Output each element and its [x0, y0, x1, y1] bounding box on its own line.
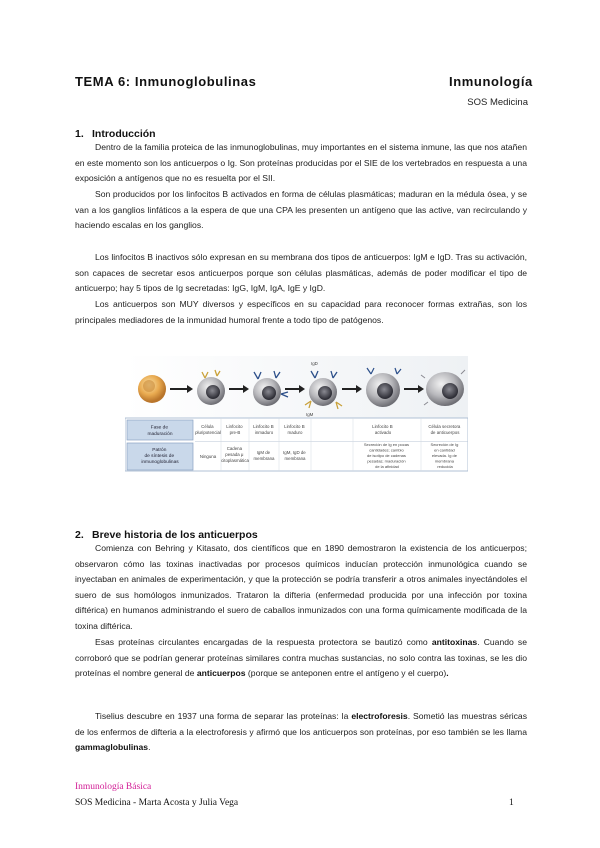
- section-2-paragraph-3: [75, 709, 527, 756]
- pattern-2-line-3: citoplasmática: [221, 458, 249, 463]
- term-antitoxinas: antitoxinas: [431, 637, 478, 647]
- pattern-4-line-1: IgM, IgD de: [283, 450, 306, 455]
- pattern-6-line-5: reducida: [437, 464, 453, 469]
- igd-label: IgD: [311, 361, 318, 366]
- stage-6-line-1: Célula secretora: [428, 424, 461, 429]
- pattern-6-line-1: Secreción de Ig: [430, 442, 459, 447]
- section-1-paragraph-4: Los anticuerpos son MUY diversos y específicos en su capacidad para reconocer formas extrañas, son los principales mediadores de la inmunidad humoral frente a todo tipo de patógenos.: [75, 299, 527, 325]
- pattern-5-line-3: de isotipo de cadenas: [366, 453, 406, 458]
- pattern-6-line-4: membrana: [434, 458, 454, 464]
- p2-text-e: (porque se anteponen entre el antígeno y el cuerpo): [245, 668, 447, 679]
- p2-text-c: . Cuando se corroboró que se podrían generar proteínas similares contra muchas sustancias, no solo contra las toxinas, se les dio proteínas el nombre general de: [75, 637, 528, 679]
- p2-period: .: [446, 668, 449, 679]
- pattern-6-line-2: en cantidad: [434, 447, 455, 453]
- svg-text:Célula secretora de an: [428, 424, 461, 435]
- pattern-3-line-2: membrana: [253, 456, 275, 461]
- stage-6-line-2: de anticuerpos: [430, 430, 460, 435]
- row2-header-line-2: de síntesis de: [144, 454, 175, 459]
- pattern-5-line-2: cantidades; cambio: [369, 447, 404, 453]
- section-2-paragraph-1: Comienza con Behring y Kitasato, dos científicos que en 1890 demostraron la existencia de los anticuerpos; observaron cómo las toxinas inactivadas por procesos químicos inducían protección inmunológica cuando se inyectaban en animales de experimentación, y que la protección se podría transferir a otros animales inyectándoles el suero de sus homólogos inmunizados. Trataron la difteria (enfermedad producida por una infección por toxina diftérica) en humanos administrando el suero de caballos inmunizados con una forma químicamente modificada de la toxina diftérica.: [75, 543, 527, 631]
- section-1-heading: [75, 128, 156, 140]
- term-anticuerpos: anticuerpos: [196, 668, 246, 679]
- row1-header-line-1: Fase de: [150, 425, 168, 431]
- p2-text-a: Esas proteínas circulantes encargadas de la respuesta protectora se bautizó como: [95, 637, 432, 647]
- stage-1-line-2: pluripotencial: [195, 430, 221, 435]
- svg-text:Linfocito B activado: [372, 424, 394, 435]
- stage-5-line-1: Linfocito B: [372, 424, 393, 429]
- pattern-1-line-1: Ninguna: [199, 454, 217, 459]
- igm-label: IgM: [306, 412, 314, 417]
- stage-5-line-2: activado: [374, 430, 392, 435]
- row2-header-line-3: inmunoglobulinas: [141, 460, 179, 465]
- b-cell-maturation-figure: [125, 356, 468, 472]
- pattern-3-line-1: IgM de: [256, 450, 271, 455]
- document-subject: Inmunología: [449, 74, 533, 89]
- stage-3-line-2: inmaduro: [254, 430, 274, 435]
- page-number: 1: [509, 798, 514, 808]
- section-1-number: 1.: [75, 128, 84, 140]
- pattern-5-line-1: Secreción de Ig en pocas: [363, 442, 410, 447]
- pattern-5-line-5: de la afinidad: [375, 464, 399, 469]
- pattern-5-line-4: pesadas; maduración: [367, 458, 406, 464]
- pattern-2-line-1: Cadena: [226, 446, 243, 451]
- stage-2-line-1: Linfocito: [226, 424, 243, 429]
- p3-period: .: [148, 742, 151, 753]
- maturation-table: [125, 418, 468, 471]
- pattern-6-line-3: elevada. Ig de: [431, 453, 458, 458]
- term-gammaglobulinas: gammaglobulinas: [75, 742, 149, 753]
- svg-text:Ninguna: [200, 454, 217, 459]
- stage-1-line-1: Célula: [201, 424, 214, 429]
- row1-header-line-2: maduración: [147, 432, 173, 437]
- section-2-heading: [75, 529, 258, 541]
- footer-authors: SOS Medicina - Marta Acosta y Julia Vega: [75, 798, 239, 808]
- document-topic: TEMA 6: Inmunoglobulinas: [75, 74, 257, 89]
- row2-header-line-1: Patrón: [152, 448, 167, 453]
- b-cell-maturation-diagram: [125, 356, 468, 472]
- svg-text:IgM, IgD de membrana: [283, 450, 307, 461]
- pattern-2-line-2: pesada μ: [225, 452, 244, 457]
- figure-background: [125, 356, 468, 418]
- pluripotent-cell: [138, 375, 166, 403]
- svg-text:Linfocito B inmaduro: [253, 424, 275, 435]
- section-1-paragraph-3: Los linfocitos B inactivos sólo expresan en su membrana dos tipos de anticuerpos: IgM e IgD. Tras su activación, son capaces de secretar esos anticuerpos porque son células plasmáticas, además de poder modificar el tipo de anticuerpo; hay 5 tipos de Ig secretadas: IgG, IgM, IgA, IgE y IgD.: [75, 252, 527, 294]
- footer-course: Inmunología Básica: [75, 782, 152, 792]
- section-1-paragraph-1: Dentro de la familia proteica de las inmunoglobulinas, muy importantes en el sistema inmune, las que nos atañen en este momento son los anticuerpos o Ig. Son proteínas producidas por el SIE de los vertebrados en respuesta a una exposición a antígenos que no es resuelta por el SII.: [75, 142, 527, 184]
- section-2-title: Breve historia de los anticuerpos: [92, 529, 258, 541]
- p3-text-c: . Sometió las muestras séricas de los enfermos de difteria a la electroforesis y afirmó que los anticuerpos son proteínas, por eso también se les llama: [75, 711, 527, 737]
- stage-4-line-1: Linfocito B: [284, 424, 305, 429]
- section-1-title: Introducción: [92, 128, 156, 140]
- stage-2-line-2: pre-B: [229, 430, 241, 435]
- section-2-paragraph-2: [75, 635, 527, 682]
- pattern-4-line-2: membrana: [284, 456, 306, 461]
- p3-text-a: Tiselius descubre en 1937 una forma de separar las proteínas: la: [95, 711, 352, 721]
- stage-3-line-1: Linfocito B: [253, 424, 274, 429]
- term-electroforesis: electroforesis: [351, 711, 408, 721]
- section-2-number: 2.: [75, 529, 84, 541]
- stage-4-line-2: maduro: [287, 430, 303, 435]
- document-source: SOS Medicina: [467, 97, 528, 108]
- section-1-paragraph-2: Son producidos por los linfocitos B activados en forma de células plasmáticas; maduran en la médula ósea, y se van a los ganglios linfáticos a la espera de que una CPA les presenten un antígeno que las active, van recirculando y haciendo escalas en los ganglios.: [75, 189, 527, 231]
